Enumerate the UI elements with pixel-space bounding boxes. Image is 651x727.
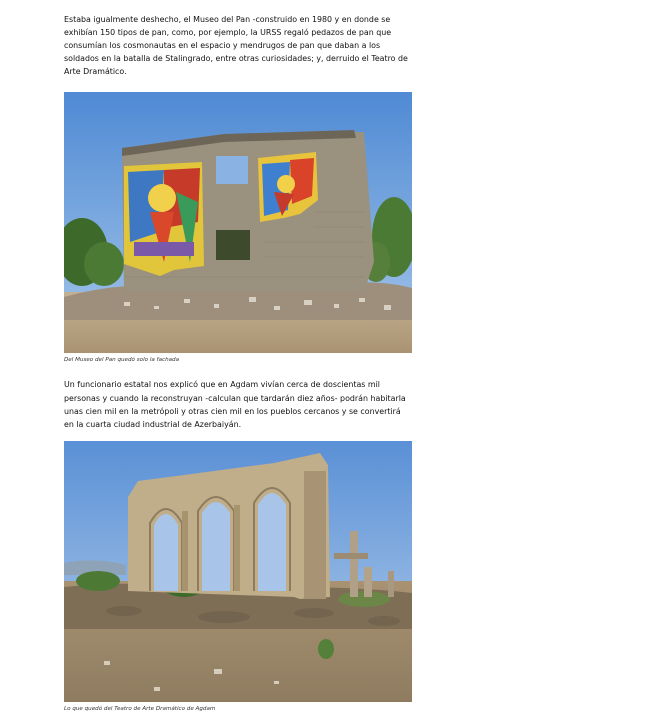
article bbox=[64, 13, 412, 713]
figure-teatro-arte-dramatico bbox=[64, 441, 412, 713]
caption-teatro-arte-dramatico: Lo que quedó del Teatro de Arte Dramático de Agdam bbox=[64, 705, 216, 712]
photo-teatro-arte-dramatico bbox=[64, 441, 412, 702]
photo-museo-del-pan bbox=[64, 92, 412, 353]
paragraph-museo-del-pan: Estaba igualmente deshecho, el Museo del Pan -construido en 1980 y en donde se exhibían 150 tipos de pan, como, por ejemplo, la URSS regaló pedazos de pan que consumían los cosmonautas en el espacio y mendrugos de pan que daban a los soldados en la batalla de Stalingrado, entre otras curiosidades; y, derruido el Teatro de Arte Dramático. bbox=[64, 15, 408, 77]
paragraph-agdam-reconstruccion: Un funcionario estatal nos explicó que en Agdam vivían cerca de doscientas mil personas y cuando la reconstruyan -calculan que tardarán diez años- podrán habitarla unas cien mil en la metrópoli y otras cien mil en los pueblos cercanos y se convertirá en la cuarta ciudad industrial de Azerbaiyán. bbox=[64, 380, 406, 429]
caption-museo-del-pan: Del Museo del Pan quedó solo la fachada bbox=[64, 357, 180, 364]
figure-museo-del-pan bbox=[64, 92, 412, 364]
